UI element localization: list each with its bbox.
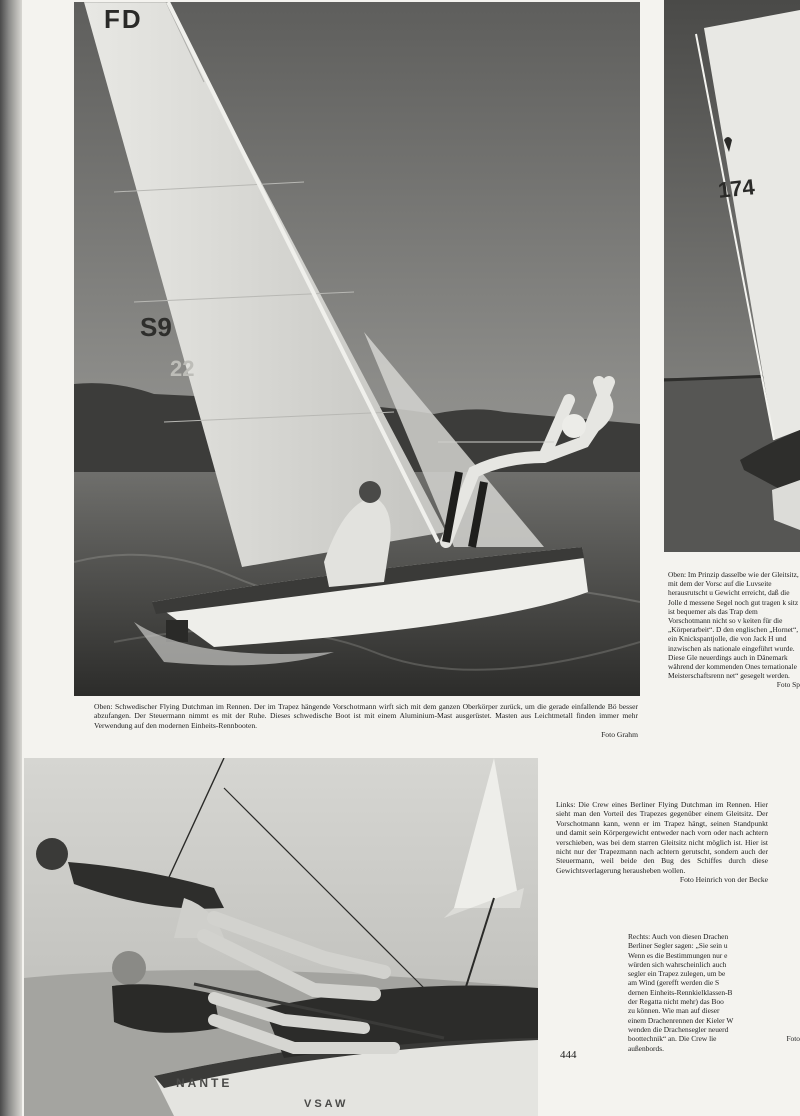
caption-line: am Wind (gerefft werden die S: [628, 978, 720, 988]
hull-name: NANTE: [176, 1076, 233, 1090]
caption-bottom-links-text: Links: Die Crew eines Berliner Flying Dutchman im Rennen. Hier sieht man den Vorteil des Trapezes gegenüber einem Gleitsitz. Der Vorschotmann kann, wenn er im Trapez hängt, seinen Standpunkt und damit sein Körpergewicht entweder nach vorn oder nach achtern verschieben, was bei dem starren Gleitsitz nicht möglich ist. Hier ist nicht nur der Trapezmann nach achtern gerutscht, sondern auch der Steuermann, weil beide den Bug des Schiffes durch diese Gewichtsverlagerung herausheben wollen.: [556, 800, 768, 875]
sail-number-174: 174: [716, 174, 756, 203]
caption-line: einem Drachenrennen der Kieler W: [628, 1015, 734, 1025]
hull-name-2: VSAW: [304, 1098, 349, 1110]
photo-right-illustration: [664, 0, 800, 552]
caption-top-credit: Foto Grahm: [601, 730, 638, 740]
photo-illustration: [74, 2, 640, 696]
caption-top-text: Oben: Schwedischer Flying Dutchman im Rennen. Der im Trapez hängende Vorschotmann wirft sich mit dem ganzen Oberkörper zurück, um die gerade einfallende Bö besser abzufangen. Der Steuermann nimmt es mit der Ruhe. Dieses schwedische Boot ist mit einem Aluminium-Mast ausgerüstet. Masten aus Leichtmetall finden immer mehr Verwendung auf den modernen Einheits-Rennbooten.: [94, 702, 638, 730]
caption-line: außenbords.: [628, 1043, 664, 1053]
caption-bottom-links: [556, 800, 768, 885]
caption-top: [94, 702, 638, 740]
sail-number: S9: [140, 312, 172, 342]
caption-bottom-links-credit: Foto Heinrich von der Becke: [679, 875, 768, 885]
caption-line: wenden die Drachensegler neuerd: [628, 1024, 729, 1034]
caption-right-top-text: Oben: Im Prinzip dasselbe wie der Gleitsitz, mit dem der Vorsc auf die Luvseite herausrutscht u Gewicht erreicht, daß die Jolle d messene Segel noch gut tragen k sitz ist bequemer als das Trap dem Vorschotmann nicht so v keiten für die „Körperarbeit“. D den englischen „Hornet“, ein Knickspantjolle, die von Jack H und inzwischen als nationale eingeführt wurde. Diese Gle neuerdings auch in Dänemark während der kommenden Ones ternationale Meisterschaftsrenn net“ gesegelt werden.: [668, 570, 799, 681]
caption-line: würden sich wahrscheinlich auch: [628, 959, 727, 969]
caption-bottom-right: [628, 932, 800, 1053]
photo-bottom-illustration: [24, 758, 538, 1116]
caption-credit-fragment: Foto: [786, 1034, 800, 1043]
caption-line: boottechnik“ an. Die Crew lie: [628, 1034, 717, 1044]
sail-top-mark: FD: [104, 4, 143, 34]
caption-line: segler ein Trapez zulegen, um be: [628, 969, 726, 979]
page-number: 444: [560, 1049, 577, 1061]
sail-number-faint: 22: [170, 356, 195, 381]
caption-line: der Regatta nicht mehr) das Boo: [628, 997, 724, 1007]
caption-line: zu können. Wie man auf dieser: [628, 1006, 720, 1016]
caption-line: dernen Einheits-Rennkielklassen-B: [628, 987, 733, 997]
photo-right-jolle: [664, 0, 800, 552]
caption-line: Rechts: Auch von diesen Drachen: [628, 932, 729, 941]
caption-right-top-credit: Foto Sp: [776, 680, 800, 690]
photo-berlin-crew: [24, 758, 538, 1116]
photo-flying-dutchman-sweden: [74, 2, 640, 696]
caption-line: Berliner Segler sagen: „Sie sein u: [628, 941, 728, 951]
book-spine-shadow: [0, 0, 22, 1116]
caption-line: Wenn es die Bestimmungen nur e: [628, 950, 728, 960]
caption-right-top: [668, 570, 800, 720]
